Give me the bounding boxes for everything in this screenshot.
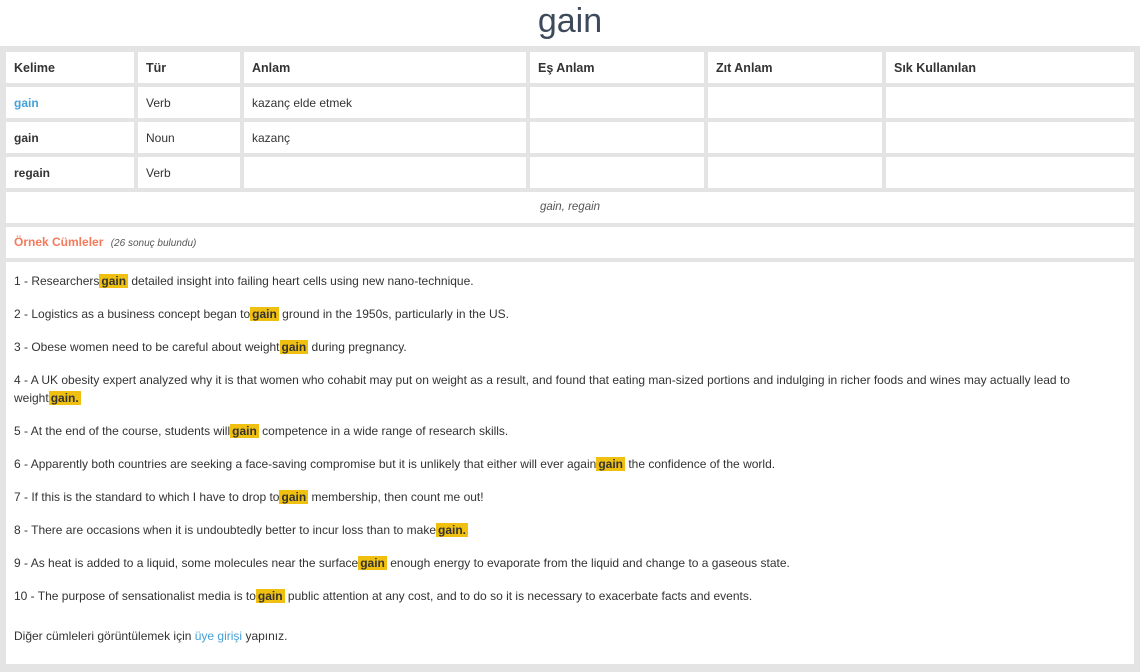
- header-anlam: Anlam: [244, 52, 526, 83]
- header-kelime: Kelime: [6, 52, 134, 83]
- example-text: public attention at any cost, and to do so it is necessary to exacerbate facts and events.: [284, 589, 753, 603]
- example-text: The purpose of sensationalist media is to: [37, 589, 256, 603]
- example-sentence: [14, 338, 1126, 356]
- word-meaning: [244, 157, 526, 188]
- example-text: ground in the 1950s, particularly in the US.: [278, 307, 509, 321]
- example-highlight: gain: [257, 589, 283, 603]
- example-number: 8 -: [14, 523, 32, 537]
- examples-list: [6, 262, 1134, 664]
- word-antonym: [708, 122, 882, 153]
- example-text: Logistics as a business concept began to: [31, 307, 251, 321]
- example-text: the confidence of the world.: [624, 457, 776, 471]
- example-highlight: gain: [281, 490, 307, 504]
- example-text: There are occasions when it is undoubtedly better to incur loss than to make: [31, 523, 437, 537]
- examples-count: (26 sonuç bulundu): [110, 238, 197, 249]
- example-text: enough energy to evaporate from the liquid and change to a gaseous state.: [386, 556, 790, 570]
- example-highlight: gain.: [50, 391, 79, 405]
- example-number: 9 -: [14, 556, 31, 570]
- example-text: detailed insight into failing heart cells using new nano-technique.: [128, 274, 474, 288]
- example-text: If this is the standard to which I have to drop to: [31, 490, 280, 504]
- header-es-anlam: Eş Anlam: [530, 52, 704, 83]
- example-highlight: gain: [598, 457, 623, 471]
- word-meaning: kazanç elde etmek: [244, 87, 526, 118]
- word-antonym: [708, 157, 882, 188]
- table-row: [6, 122, 1134, 153]
- example-text: A UK obesity expert analyzed why it is that women who cohabit may put on weight as a result, and found that eating man-sized portions and indulging in richer foods and wines may actually lead to weight: [14, 373, 1070, 405]
- header-zit-anlam: Zıt Anlam: [708, 52, 882, 83]
- example-number: 10 -: [14, 589, 38, 603]
- example-sentence: [14, 371, 1126, 407]
- login-note: [14, 629, 1126, 643]
- example-text: Apparently both countries are seeking a face-saving compromise but it is unlikely that either will ever again: [30, 457, 597, 471]
- examples-header: [6, 227, 1134, 258]
- example-highlight: gain: [281, 340, 307, 354]
- example-sentence: [14, 587, 1126, 605]
- content-panel: [0, 46, 1140, 672]
- example-sentence: [14, 521, 1126, 539]
- word-cell: gain: [6, 122, 134, 153]
- example-highlight: gain: [360, 556, 385, 570]
- header-tur: Tür: [138, 52, 240, 83]
- example-number: 7 -: [14, 490, 32, 504]
- example-sentence: [14, 422, 1126, 440]
- example-highlight: gain: [232, 424, 257, 438]
- table-row: [6, 87, 1134, 118]
- example-text: competence in a wide range of research skills.: [258, 424, 509, 438]
- example-sentence: [14, 455, 1126, 473]
- example-number: 1 -: [14, 274, 32, 288]
- word-synonym: [530, 122, 704, 153]
- word-common: [886, 87, 1134, 118]
- example-sentence: [14, 305, 1126, 323]
- example-number: 5 -: [14, 424, 31, 438]
- example-number: 3 -: [14, 340, 32, 354]
- example-highlight: gain: [252, 307, 277, 321]
- word-antonym: [708, 87, 882, 118]
- example-number: 2 -: [14, 307, 32, 321]
- word-common: [886, 122, 1134, 153]
- word-meaning: kazanç: [244, 122, 526, 153]
- example-text: At the end of the course, students will: [30, 424, 231, 438]
- example-text: Obese women need to be careful about weight: [31, 340, 280, 354]
- word-synonym: [530, 157, 704, 188]
- example-sentence: [14, 488, 1126, 506]
- login-note-text: Diğer cümleleri görüntülemek için: [14, 629, 195, 643]
- example-highlight: gain: [101, 274, 127, 288]
- example-text: Researchers: [31, 274, 100, 288]
- page-title: gain: [537, 2, 603, 40]
- example-text: during pregnancy.: [308, 340, 407, 354]
- example-sentence: [14, 554, 1126, 572]
- word-link[interactable]: gain: [6, 87, 134, 118]
- example-highlight: gain.: [438, 523, 467, 537]
- related-words: gain, regain: [6, 192, 1134, 223]
- example-number: 6 -: [14, 457, 31, 471]
- word-synonym: [530, 87, 704, 118]
- example-sentence: [14, 272, 1126, 290]
- table-header-row: [6, 52, 1134, 83]
- word-table: [2, 48, 1138, 192]
- word-type: Verb: [138, 157, 240, 188]
- table-row: [6, 157, 1134, 188]
- example-number: 4 -: [14, 373, 31, 387]
- header-sik-kullanilan: Sık Kullanılan: [886, 52, 1134, 83]
- login-link[interactable]: üye girişi: [194, 629, 243, 643]
- example-text: membership, then count me out!: [308, 490, 484, 504]
- word-type: Noun: [138, 122, 240, 153]
- word-type: Verb: [138, 87, 240, 118]
- login-note-text: yapınız.: [242, 629, 288, 643]
- examples-label: Örnek Cümleler: [14, 235, 104, 249]
- word-common: [886, 157, 1134, 188]
- example-text: As heat is added to a liquid, some molecules near the surface: [30, 556, 359, 570]
- word-cell: regain: [6, 157, 134, 188]
